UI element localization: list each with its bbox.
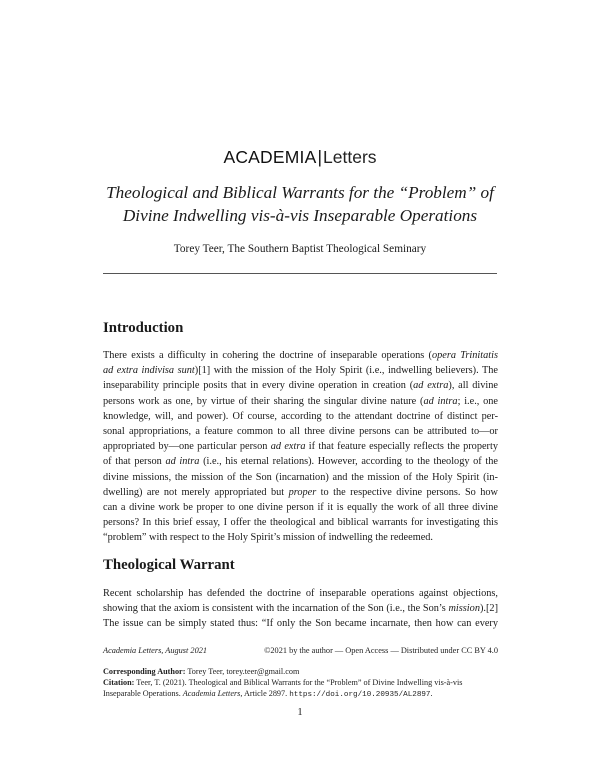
title-line-1: Theological and Biblical Warrants for the “Problem” of [106, 183, 494, 202]
text-run: ; i.e., one [457, 395, 498, 407]
text-line [103, 500, 498, 515]
footer-license: ©2021 by the author — Open Access — Distributed under CC BY 4.0 [264, 646, 498, 655]
corresponding-value: Torey Teer, torey.teer@gmail.com [187, 667, 300, 676]
text-line [103, 470, 498, 485]
paper-title [60, 181, 540, 227]
text-run: “problem” with respect to the Holy Spirit’s mission of indwelling the redeemed. [103, 532, 434, 544]
text-run: persons? In this brief essay, I offer the theological and biblical warrants for investigating this [103, 517, 498, 529]
citation-text: Teer, T. (2021). Theological and Biblical Warrants for the “Problem” of Divine Indwelling vis-à-vis Inseparable Operations. [103, 678, 463, 698]
corresponding-and-citation [103, 666, 498, 701]
text-run: can a divine work be proper to one divine person if it is equally the work of all three divine [103, 502, 498, 514]
text-run: persons work as one, by virtue of their sharing the singular divine nature ( [103, 395, 424, 407]
text-line [103, 394, 498, 409]
italic-term: ad intra [423, 395, 458, 407]
text-run: Recent scholarship has defended the doctrine of inseparable operations against objections, [103, 588, 498, 599]
text-run: divine missions, the mission of the Son (incarnation) and the mission of the Holy Spirit (in- [103, 471, 498, 483]
text-run: showing that the axiom is consistent with the incarnation of the Son (i.e., the Son’s [103, 603, 449, 615]
text-line [103, 601, 498, 616]
text-line [103, 515, 498, 530]
theological-warrant-paragraph [103, 586, 498, 632]
text-run: )[1] with the mission of the Holy Spirit (i.e., indwelling believers). The [194, 365, 498, 377]
text-run: inseparability principle posits that in every divine operation in creation ( [103, 380, 414, 392]
text-line [103, 439, 498, 454]
footer-journal: Academia Letters, August 2021 [103, 646, 208, 655]
italic-term: proper [288, 486, 317, 498]
text-run: to the respective divine persons. So how [316, 486, 498, 498]
brand-separator: | [317, 147, 323, 167]
text-run: dwelling) are not merely appropriated but [103, 486, 289, 498]
text-line [103, 409, 498, 424]
brand-section: Letters [323, 147, 377, 167]
text-run: sonal appropriations, a feature common to all three divine persons can be attributed to—or [103, 426, 498, 438]
italic-term: opera Trinitatis [431, 350, 498, 361]
text-run: ).[2] [479, 603, 498, 615]
text-line [103, 586, 498, 601]
text-line [103, 616, 498, 631]
citation-journal: Academia Letters [182, 689, 241, 698]
text-run: There exists a difficulty in cohering the doctrine of inseparable operations ( [103, 350, 432, 361]
italic-term: ad extra [413, 380, 449, 392]
text-run: ), all divine [448, 380, 499, 392]
title-line-2: Divine Indwelling vis-à-vis Inseparable Operations [122, 206, 478, 225]
text-line [103, 348, 498, 363]
citation-label: Citation: [103, 678, 135, 687]
text-line [103, 378, 498, 393]
section-heading-introduction: Introduction [103, 320, 184, 336]
text-line [103, 454, 498, 469]
corresponding-author-line [103, 666, 498, 677]
text-line [103, 363, 498, 378]
brand-academia: ACADEMIA [223, 147, 317, 167]
text-line [103, 424, 498, 439]
citation-line [103, 677, 498, 701]
text-run: appropriated by—one particular person [103, 441, 271, 453]
italic-term: ad extra [270, 441, 306, 453]
text-run: knowledge, will, and power). Of course, according to the attendant doctrine of distinct per- [103, 410, 498, 422]
section-heading-theological-warrant: Theological Warrant [103, 557, 235, 573]
academia-letters-logo [0, 147, 600, 168]
page-footer [103, 646, 498, 655]
page-number: 1 [297, 707, 303, 718]
text-line [103, 530, 498, 545]
text-run: of that person [103, 456, 166, 468]
italic-term: ad extra indivisa sunt [103, 365, 195, 377]
text-run: The issue can be simply stated thus: “If only the Son became incarnate, then how can every [103, 618, 498, 630]
author-affiliation: Torey Teer, The Southern Baptist Theological Seminary [173, 243, 427, 255]
italic-term: mission [448, 603, 480, 615]
italic-term: ad intra [165, 456, 200, 468]
introduction-paragraph [103, 348, 498, 546]
corresponding-label: Corresponding Author: [103, 667, 186, 676]
citation-doi-link[interactable]: https://doi.org/10.20935/AL2897 [289, 691, 431, 699]
text-run: (i.e., his eternal relations). However, according to the theology of the [199, 456, 498, 468]
text-line [103, 485, 498, 500]
text-run: if that feature especially reflects the property [305, 441, 498, 453]
title-divider [103, 273, 497, 274]
citation-end: . [430, 689, 433, 698]
citation-article: , Article 2897. [240, 689, 288, 698]
